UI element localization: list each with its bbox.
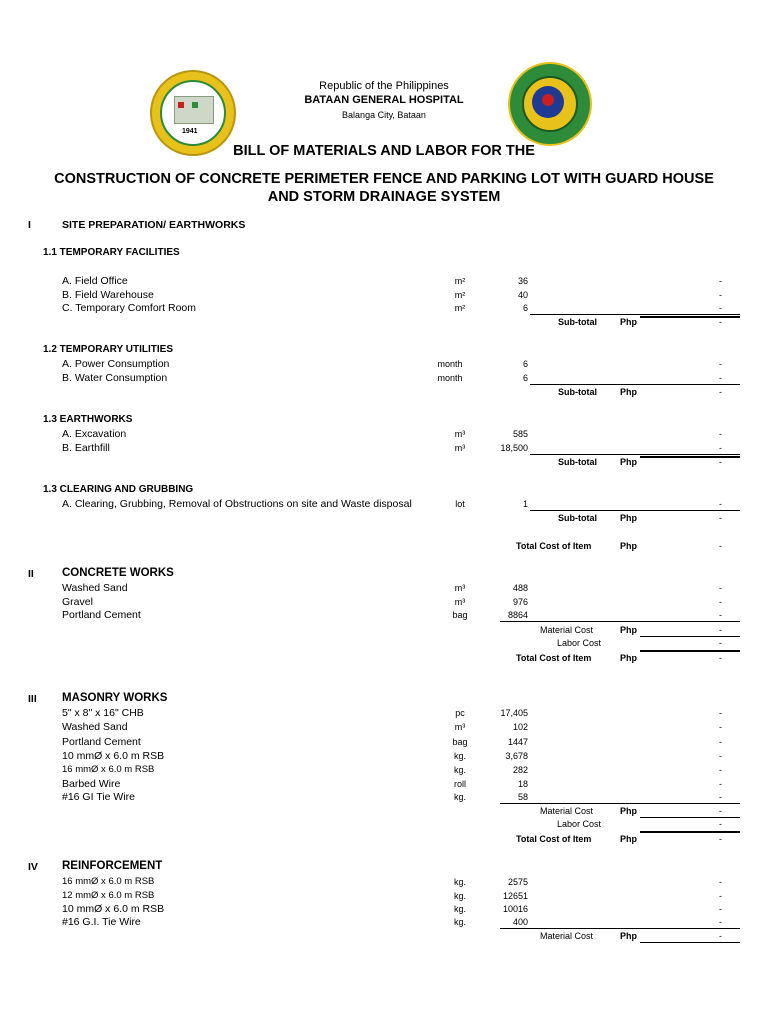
php-label: Php <box>620 317 637 327</box>
line-item-amount: - <box>719 597 722 607</box>
line-item-unit: m³ <box>454 597 466 607</box>
total-rule <box>640 650 740 652</box>
underline <box>500 621 740 622</box>
line-item-amount: - <box>719 499 722 509</box>
line-item-qty: 1447 <box>507 737 528 747</box>
line-item-amount: - <box>719 877 722 887</box>
section-number: I <box>28 219 31 231</box>
subsection-title: 1.3 EARTHWORKS <box>43 414 133 425</box>
line-item-qty: 10016 <box>502 904 528 914</box>
php-label: Php <box>620 513 637 523</box>
line-item-amount: - <box>719 765 722 775</box>
line-item-amount: - <box>719 610 722 620</box>
line-item-amount: - <box>719 904 722 914</box>
line-item-unit: kg. <box>453 877 466 887</box>
line-item-unit: m³ <box>454 429 466 439</box>
line-item-qty: 3,678 <box>505 751 528 761</box>
line-item-qty: 36 <box>517 276 528 286</box>
php-label: Php <box>620 806 637 816</box>
subsection-title: 1.1 TEMPORARY FACILITIES <box>43 247 180 258</box>
line-item-unit: m³ <box>454 722 466 732</box>
line-item-qty: 488 <box>512 583 528 593</box>
subtotal-amount: - <box>719 513 722 523</box>
line-item-unit: kg. <box>453 917 466 927</box>
line-item-unit: month <box>437 359 463 369</box>
doc-title-line1: BILL OF MATERIALS AND LABOR FOR THE <box>233 143 535 159</box>
subtotal-rule <box>640 456 740 458</box>
subtotal-label: Sub-total <box>558 457 597 467</box>
subsection-title: 1.3 CLEARING AND GRUBBING <box>43 484 194 495</box>
header-republic: Republic of the Philippines <box>319 80 449 92</box>
total-cost-label: Total Cost of Item <box>516 834 592 844</box>
line-item-desc: B. Earthfill <box>62 442 110 454</box>
php-label: Php <box>620 541 637 551</box>
section-title: MASONRY WORKS <box>62 692 168 704</box>
line-item-qty: 585 <box>512 429 528 439</box>
line-item-amount: - <box>719 779 722 789</box>
line-item-desc: A. Power Consumption <box>62 358 170 370</box>
line-item-amount: - <box>719 290 722 300</box>
line-item-amount: - <box>719 359 722 369</box>
line-item-unit: lot <box>455 499 465 509</box>
subtotal-label: Sub-total <box>558 513 597 523</box>
line-item-desc: Barbed Wire <box>62 778 121 790</box>
line-item-qty: 40 <box>517 290 528 300</box>
line-item-amount: - <box>719 751 722 761</box>
line-item-unit: kg. <box>453 792 466 802</box>
line-item-unit: kg. <box>453 765 466 775</box>
line-item-desc: 10 mmØ x 6.0 m RSB <box>62 750 165 762</box>
line-item-desc: #16 GI Tie Wire <box>62 791 135 803</box>
section-number: II <box>28 568 34 580</box>
line-item-unit: bag <box>452 737 468 747</box>
line-item-unit: kg. <box>453 751 466 761</box>
underline <box>500 803 740 804</box>
line-item-unit: kg. <box>453 891 466 901</box>
line-item-amount: - <box>719 429 722 439</box>
section-number: IV <box>28 861 38 873</box>
material-cost-amount: - <box>719 625 722 635</box>
total-cost-amount: - <box>719 653 722 663</box>
line-item-desc: Portland Cement <box>62 736 141 748</box>
section-title: REINFORCEMENT <box>62 860 163 872</box>
total-rule <box>640 831 740 833</box>
line-item-amount: - <box>719 708 722 718</box>
line-item-qty: 6 <box>522 359 528 369</box>
line-item-unit: m² <box>454 276 466 286</box>
underline <box>530 510 740 511</box>
material-cost-amount: - <box>719 806 722 816</box>
line-item-desc: Washed Sand <box>62 721 128 733</box>
line-item-qty: 102 <box>512 722 528 732</box>
line-item-unit: m² <box>454 303 466 313</box>
labor-cost-amount: - <box>719 819 722 829</box>
line-item-qty: 282 <box>512 765 528 775</box>
material-cost-amount: - <box>719 931 722 941</box>
underline <box>640 817 740 818</box>
php-label: Php <box>620 457 637 467</box>
line-item-desc: C. Temporary Comfort Room <box>62 302 197 314</box>
underline <box>640 636 740 637</box>
line-item-desc: A. Field Office <box>62 275 128 287</box>
line-item-qty: 976 <box>512 597 528 607</box>
line-item-amount: - <box>719 917 722 927</box>
line-item-amount: - <box>719 792 722 802</box>
underline <box>530 384 740 385</box>
underline <box>530 314 740 315</box>
underline <box>640 942 740 943</box>
line-item-qty: 18,500 <box>500 443 528 453</box>
line-item-desc: A. Excavation <box>62 428 127 440</box>
line-item-desc: 16 mmØ x 6.0 m RSB <box>62 876 155 887</box>
php-label: Php <box>620 931 637 941</box>
subtotal-label: Sub-total <box>558 387 597 397</box>
line-item-unit: roll <box>453 779 466 789</box>
subsection-title: 1.2 TEMPORARY UTILITIES <box>43 344 174 355</box>
subtotal-amount: - <box>719 387 722 397</box>
total-cost-amount: - <box>719 834 722 844</box>
total-cost-amount: - <box>719 541 722 551</box>
php-label: Php <box>620 387 637 397</box>
php-label: Php <box>620 625 637 635</box>
total-cost-label: Total Cost of Item <box>516 541 592 551</box>
line-item-qty: 6 <box>522 303 528 313</box>
line-item-qty: 58 <box>517 792 528 802</box>
line-item-qty: 400 <box>512 917 528 927</box>
line-item-amount: - <box>719 373 722 383</box>
line-item-amount: - <box>719 443 722 453</box>
material-cost-label: Material Cost <box>540 931 594 941</box>
line-item-desc: Portland Cement <box>62 609 141 621</box>
line-item-amount: - <box>719 737 722 747</box>
line-item-qty: 6 <box>522 373 528 383</box>
section-title: SITE PREPARATION/ EARTHWORKS <box>62 219 246 231</box>
header-city: Balanga City, Bataan <box>342 110 426 120</box>
subtotal-label: Sub-total <box>558 317 597 327</box>
section-title: CONCRETE WORKS <box>62 567 174 579</box>
doc-title-line3: AND STORM DRAINAGE SYSTEM <box>267 189 501 205</box>
labor-cost-label: Labor Cost <box>557 638 602 648</box>
line-item-desc: 12 mmØ x 6.0 m RSB <box>62 890 155 901</box>
line-item-amount: - <box>719 722 722 732</box>
material-cost-label: Material Cost <box>540 806 594 816</box>
line-item-desc: B. Water Consumption <box>62 372 168 384</box>
material-cost-label: Material Cost <box>540 625 594 635</box>
line-item-unit: m³ <box>454 583 466 593</box>
subtotal-amount: - <box>719 317 722 327</box>
labor-cost-label: Labor Cost <box>557 819 602 829</box>
line-item-qty: 2575 <box>507 877 528 887</box>
php-label: Php <box>620 834 637 844</box>
line-item-qty: 1 <box>522 499 528 509</box>
line-item-qty: 12651 <box>502 891 528 901</box>
left-seal-year: 1941 <box>182 128 198 135</box>
line-item-desc: #16 G.I. Tie Wire <box>62 916 141 928</box>
line-item-unit: m³ <box>454 443 466 453</box>
line-item-desc: 5" x 8" x 16" CHB <box>62 707 144 719</box>
line-item-amount: - <box>719 276 722 286</box>
underline <box>500 928 740 929</box>
line-item-unit: bag <box>452 610 468 620</box>
line-item-desc: Washed Sand <box>62 582 128 594</box>
line-item-amount: - <box>719 583 722 593</box>
subtotal-amount: - <box>719 457 722 467</box>
php-label: Php <box>620 653 637 663</box>
line-item-amount: - <box>719 303 722 313</box>
line-item-qty: 8864 <box>507 610 528 620</box>
line-item-unit: month <box>437 373 463 383</box>
underline <box>530 454 740 455</box>
total-cost-label: Total Cost of Item <box>516 653 592 663</box>
line-item-desc: 16 mmØ x 6.0 m RSB <box>62 764 155 775</box>
line-item-qty: 17,405 <box>500 708 528 718</box>
subtotal-rule <box>640 316 740 318</box>
labor-cost-amount: - <box>719 638 722 648</box>
header-hospital: BATAAN GENERAL HOSPITAL <box>304 94 464 106</box>
line-item-desc: B. Field Warehouse <box>62 289 154 301</box>
line-item-desc: A. Clearing, Grubbing, Removal of Obstructions on site and Waste disposal <box>62 498 412 510</box>
line-item-amount: - <box>719 891 722 901</box>
line-item-unit: m² <box>454 290 466 300</box>
line-item-desc: 10 mmØ x 6.0 m RSB <box>62 903 165 915</box>
line-item-desc: Gravel <box>62 596 93 608</box>
doc-title-line2: CONSTRUCTION OF CONCRETE PERIMETER FENCE AND PARKING LOT WITH GUARD HOUSE <box>54 171 714 187</box>
line-item-unit: kg. <box>453 904 466 914</box>
section-number: III <box>28 693 37 705</box>
line-item-unit: pc <box>455 708 465 718</box>
line-item-qty: 18 <box>517 779 528 789</box>
